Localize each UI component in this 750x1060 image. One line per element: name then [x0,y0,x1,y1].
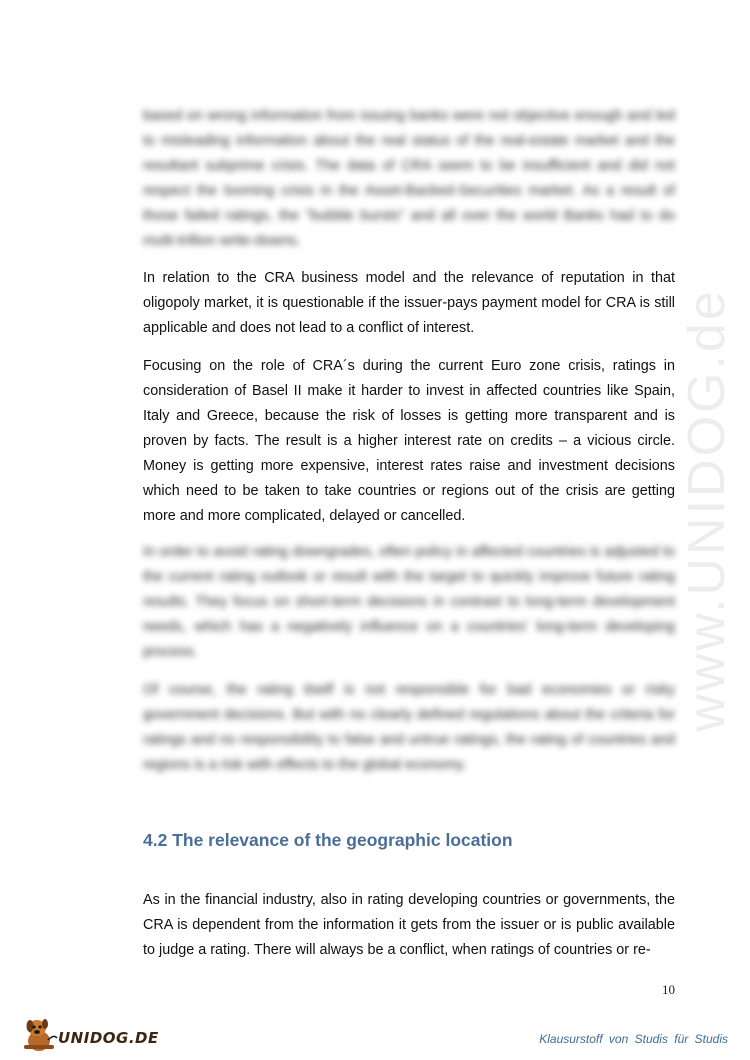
body-paragraph: As in the financial industry, also in rating developing countries or governments, the CRA is dependent from the information it gets from the issuer or is public available to judge a rating. There will always be a conflict, when ratings of countries or re- [143,892,675,958]
section-heading: 4.2 The relevance of the geographic location [143,830,513,850]
unidog-logo[interactable] [22,1015,162,1055]
watermark-text: www.UNIDOG.de [678,288,736,732]
footer-slogan: Klausurstoff von Studis für Studis [539,1032,728,1046]
blurred-paragraph: In order to avoid rating downgrades, often policy in affected countries is adjusted to the current rating outlook or result with the target to quickly improve future rating results. They focus on short-term decisions in contrast to long-term development needs, which has a negatively influence on a countries' long-term developing process. [143,544,675,660]
body-paragraph: In relation to the CRA business model and the relevance of reputation in that oligopoly market, it is questionable if the issuer-pays payment model for CRA is still applicable and does not lead to a conflict of interest. [143,270,675,336]
logo-text: UNIDOG.DE [58,1029,159,1047]
page-number: 10 [662,982,675,997]
blurred-paragraph: based on wrong information from issuing banks were not objective enough and led to misleading information about the real status of the real-estate market and the resultant subprime crisis. The data of CRA seem to be insufficient and did not respect the looming crisis in the Asset-Backed-Securities market. As a result of those failed ratings, the "bubble bursts" and all over the world Banks had to do multi-trillion write-downs. [143,108,675,249]
body-paragraph: Focusing on the role of CRA´s during the current Euro zone crisis, ratings in consideration of Basel II make it harder to invest in affected countries like Spain, Italy and Greece, because the risk of losses is getting more transparent and is proven by facts. The result is a higher interest rate on credits – a vicious circle. Money is getting more expensive, interest rates raise and investment decisions which need to be taken to take countries or regions out of the crisis are getting more and more complicated, delayed or cancelled. [143,358,675,524]
dog-mascot-icon [22,1015,58,1055]
blurred-paragraph: Of course, the rating itself is not responsible for bad economies or risky government decisions. But with no clearly defined regulations about the criteria for ratings and no responsibility to false and untrue ratings, the rating of countries and regions is a risk with effects to the global economy. [143,682,675,773]
